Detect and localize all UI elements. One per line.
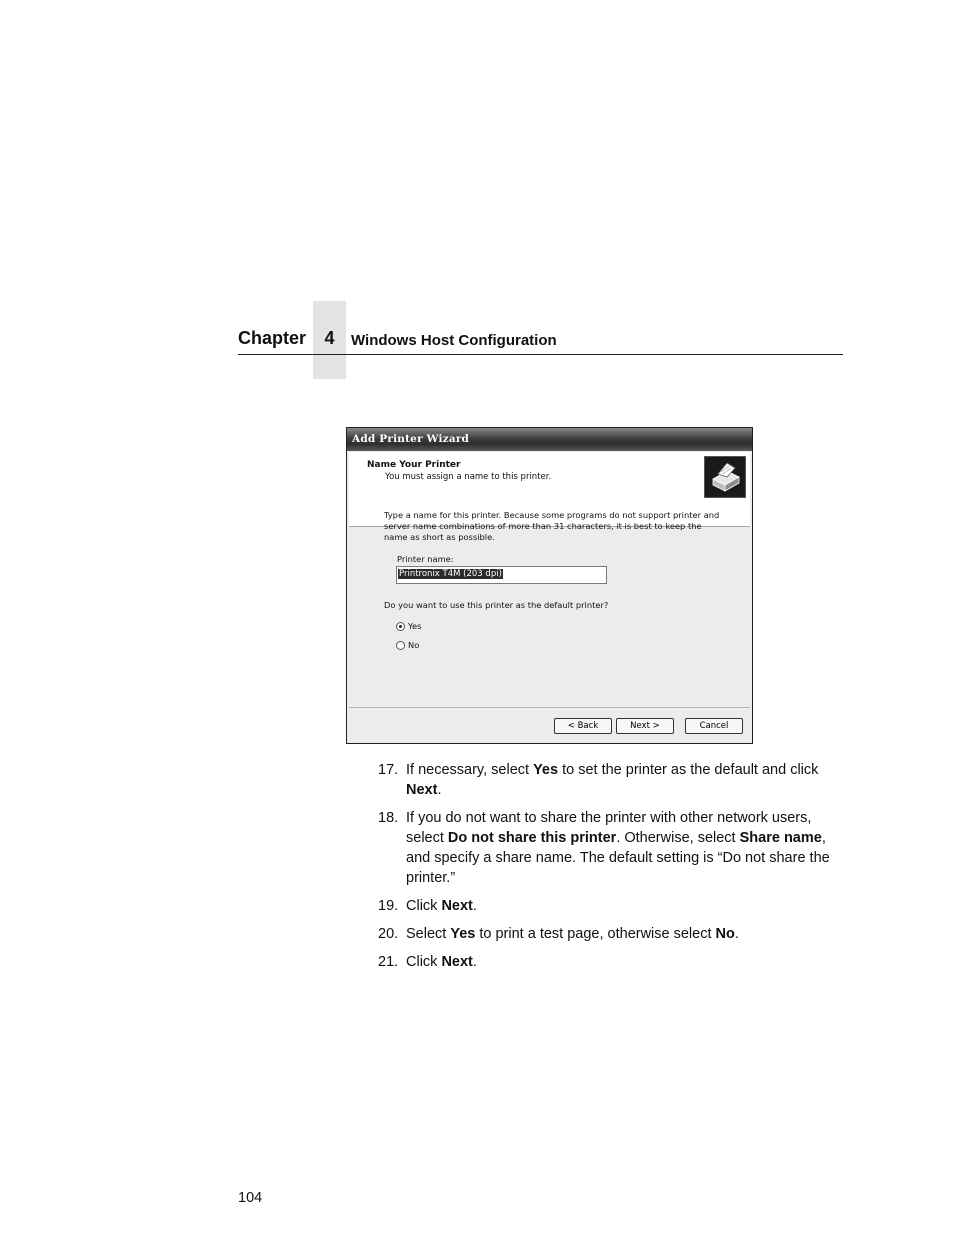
wizard-title-bar: Add Printer Wizard [347,428,752,451]
step-20: 20. Select Yes to print a test page, otherwise select No. [378,926,739,942]
step-18: 18. If you do not want to share the printer with other network users, select Do not share this printer. Otherwise, select Share name, and specify a share name. The default setting is “Do not share the printer.” [378,810,830,886]
next-button[interactable]: Next > [616,718,674,734]
chapter-label: Chapter [238,328,307,348]
wizard-instructions: Type a name for this printer. Because some programs do not support printer and server name combinations of more than 31 characters, it is best to keep the name as short as possible. [384,510,720,542]
wizard-footer-divider [349,707,750,708]
step-19: 19. Click Next. [378,898,477,914]
printer-name-value: Printronix T4M (203 dpi) [399,569,502,579]
radio-yes-button[interactable] [396,622,405,631]
add-printer-wizard-dialog [346,427,753,744]
radio-no-button[interactable] [396,641,405,650]
printer-icon [704,456,746,498]
chapter-number: 4 [324,328,335,348]
radio-no-label: No [408,640,420,650]
chapter-number-tab [313,301,346,379]
chapter-title: Windows Host Configuration [351,332,557,349]
back-button[interactable]: < Back [554,718,612,734]
wizard-heading: Name Your Printer [367,460,461,470]
radio-yes-option[interactable] [396,621,421,631]
wizard-subheading: You must assign a name to this printer. [385,472,552,482]
radio-yes-label: Yes [408,621,422,631]
steps-list [378,760,848,980]
printer-name-input[interactable] [396,566,607,584]
header-rule [238,354,843,355]
printer-name-label: Printer name: [397,554,454,564]
page-number: 104 [238,1190,263,1206]
cancel-button[interactable]: Cancel [685,718,743,734]
step-21: 21. Click Next. [378,954,477,970]
default-printer-question: Do you want to use this printer as the default printer? [384,600,609,610]
step-17: 17. If necessary, select Yes to set the printer as the default and click Next. [378,762,819,798]
radio-no-option[interactable] [396,640,419,650]
